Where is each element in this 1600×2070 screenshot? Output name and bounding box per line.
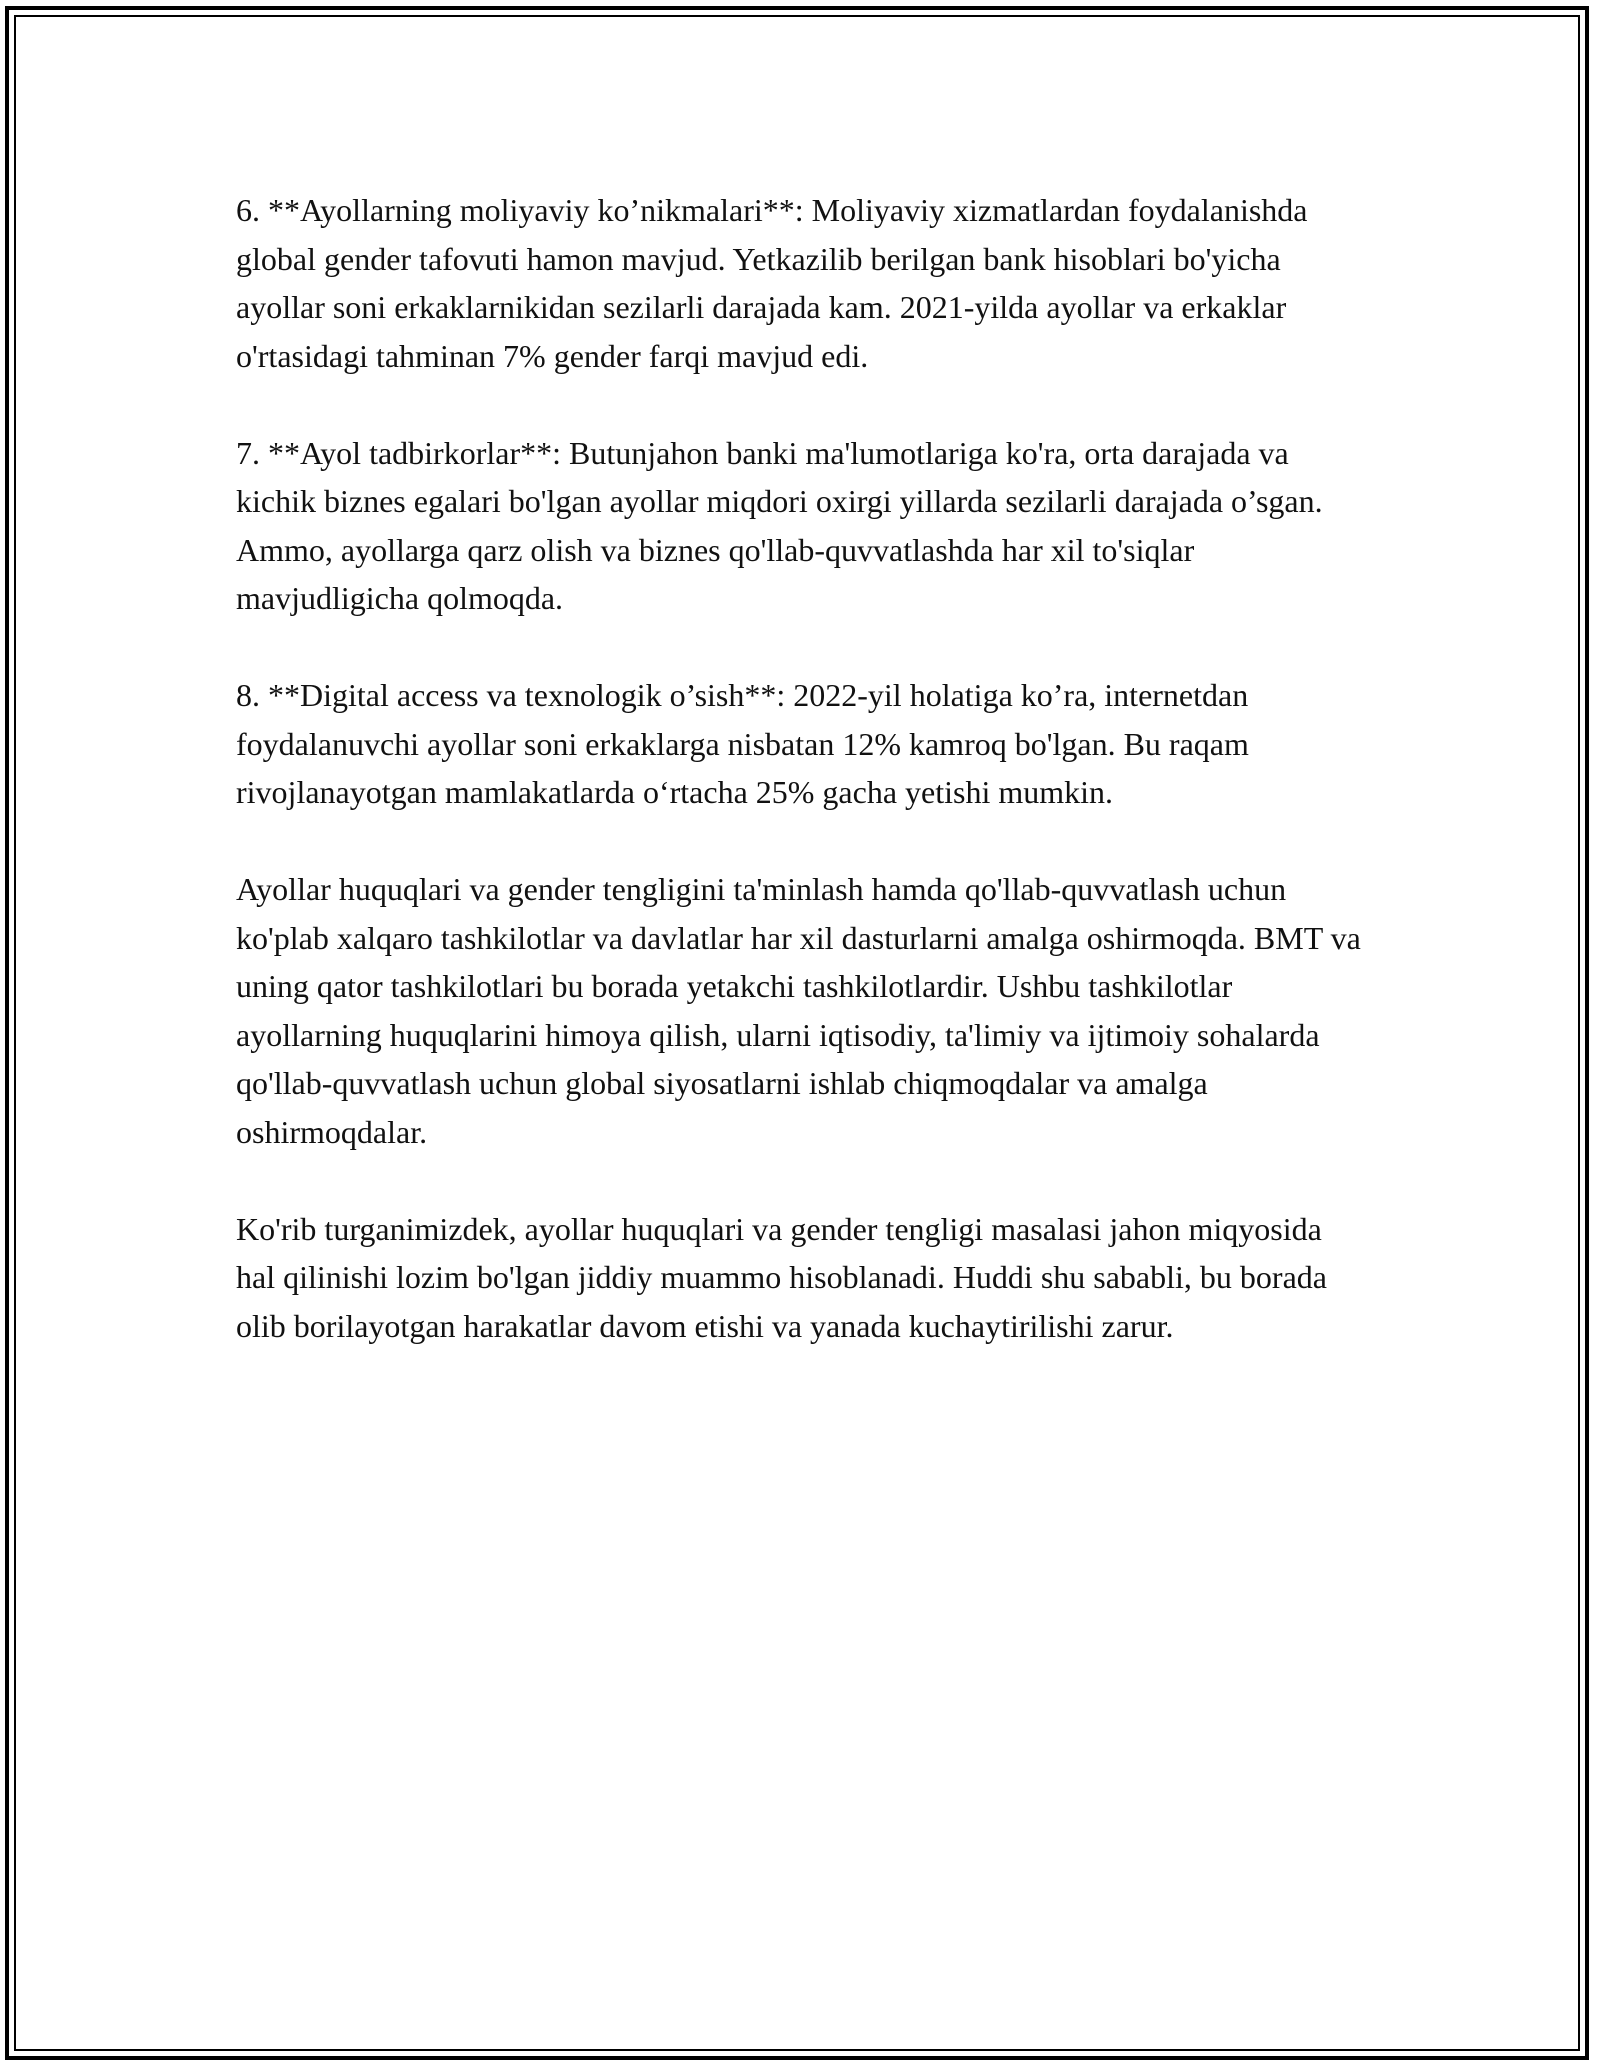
- paragraph-conclusion: Ko'rib turganimizdek, ayollar huquqlari va gender tengligi masalasi jahon miqyosida hal qilinishi lozim bo'lgan jiddiy muammo hisoblanadi. Huddi shu sababli, bu borada olib borilayotgan harakatlar davom etishi va yanada kuchaytirilishi zarur.: [236, 1210, 1327, 1344]
- paragraph-women-entrepreneurs: 7. **Ayol tadbirkorlar**: Butunjahon banki ma'lumotlariga ko'ra, orta darajada va kichik biznes egalari bo'lgan ayollar miqdori oxirgi yillarda sezilarli darajada o’sgan. Ammo, ayollarga qarz olish va biznes qo'llab-quvvatlashda har xil to'siqlar mavjudligicha qolmoqda.: [236, 434, 1323, 616]
- paragraph-financial-skills: 6. **Ayollarning moliyaviy ko’nikmalari**: Moliyaviy xizmatlardan foydalanishda global gender tafovuti hamon mavjud. Yetkazilib berilgan bank hisoblari bo'yicha ayollar soni erkaklarnikidan sezilarli darajada kam. 2021-yilda ayollar va erkaklar o'rtasidagi tahminan 7% gender farqi mavjud edi.: [236, 192, 1308, 374]
- paragraph-digital-access: 8. **Digital access va texnologik o’sish**: 2022-yil holatiga ko’ra, internetdan foydalanuvchi ayollar soni erkaklarga nisbatan 12% kamroq bo'lgan. Bu raqam rivojlanayotgan mamlakatlarda o‘rtacha 25% gacha yetishi mumkin.: [236, 677, 1249, 810]
- paragraph-international-organizations: Ayollar huquqlari va gender tengligini ta'minlash hamda qo'llab-quvvatlash uchun ko'plab xalqaro tashkilotlar va davlatlar har xil dasturlarni amalga oshirmoqda. BMT va uning qator tashkilotlari bu borada yetakchi tashkilotlardir. Ushbu tashkilotlar ayollarning huquqlarini himoya qilish, ularni iqtisodiy, ta'limiy va ijtimoiy sohalarda qo'llab-quvvatlash uchun global siyosatlarni ishlab chiqmoqdalar va amalga oshirmoqdalar.: [236, 871, 1361, 1150]
- document-body: [236, 186, 1366, 1350]
